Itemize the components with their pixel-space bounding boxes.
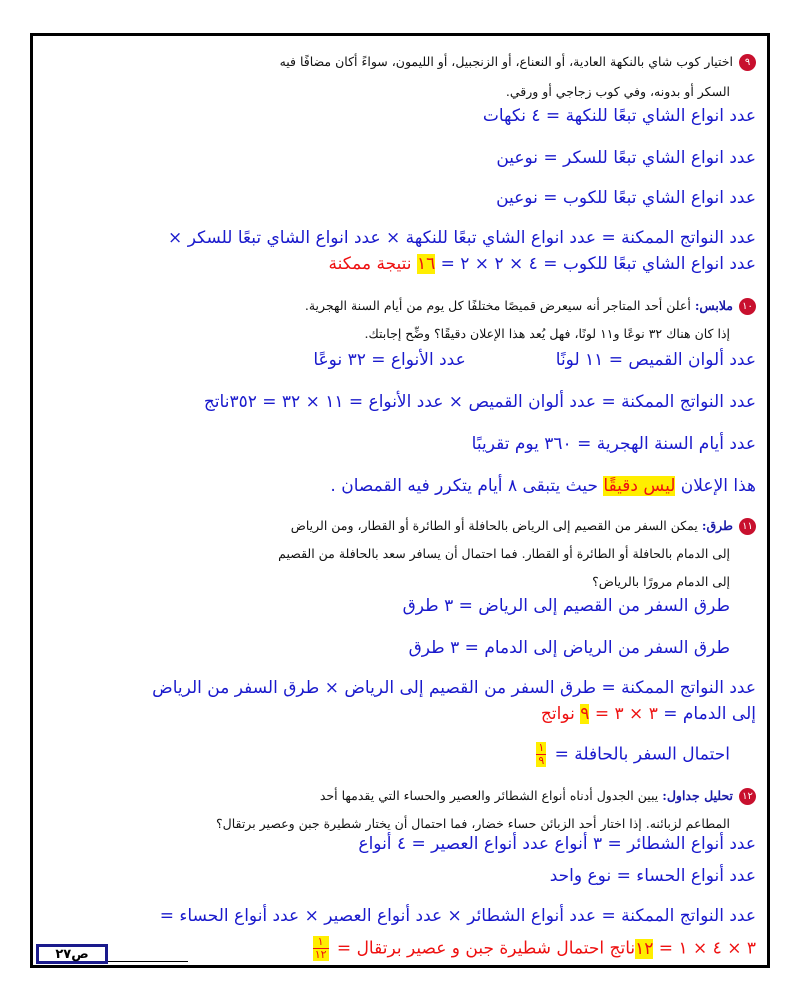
q9-result-highlight: ١٦ bbox=[416, 254, 436, 274]
q10-answer-1-right: عدد ألوان القميص = ١١ لونًا bbox=[555, 350, 756, 370]
q9-text-line-1 bbox=[44, 54, 756, 71]
q11-probability-fraction bbox=[536, 742, 546, 767]
q11-result-highlight: ٩ bbox=[580, 704, 590, 724]
page-number-underline bbox=[108, 961, 188, 962]
q10-number-badge: ١٠ bbox=[739, 298, 756, 315]
q10-answer-3: عدد أيام السنة الهجرية = ٣٦٠ يوم تقريبًا bbox=[471, 434, 756, 454]
worksheet-page bbox=[44, 44, 756, 964]
q10-answer-4 bbox=[44, 476, 756, 496]
q12-probability-fraction bbox=[313, 936, 329, 961]
q10-answer-2: عدد النواتج الممكنة = عدد ألوان القميص × عدد الأنواع = ١١ × ٣٢ = ٣٥٢ناتج bbox=[203, 392, 756, 412]
q11-fraction-denominator: ٩ bbox=[538, 754, 545, 767]
q12-answer-4-calc: ٣ × ٤ × ١ = bbox=[653, 938, 756, 959]
q11-text-line-1 bbox=[44, 518, 756, 535]
q12-probability-text: احتمال شطيرة جبن و عصير برتقال = bbox=[331, 938, 610, 959]
q9-answer-3: عدد انواع الشاي تبعًا للكوب = نوعين bbox=[496, 188, 756, 208]
q9-answer-5-post: نتيجة ممكنة bbox=[328, 254, 417, 274]
q10-answer-4-post: حيث يتبقى ٨ أيام يتكرر فيه القمصان . bbox=[330, 476, 604, 496]
q9-answer-2: عدد انواع الشاي تبعًا للسكر = نوعين bbox=[496, 148, 756, 168]
q9-text1: اختيار كوب شاي بالنكهة العادية، أو النعناع، أو الزنجبيل، أو الليمون، سواءً أكان مضافًا فيه bbox=[279, 54, 733, 69]
q10-answer-1-left: عدد الأنواع = ٣٢ نوعًا bbox=[313, 350, 466, 370]
q12-number-badge: ١٢ bbox=[739, 788, 756, 805]
q11-answer-2: طرق السفر من الرياض إلى الدمام = ٣ طرق bbox=[408, 638, 730, 658]
q10-result-highlight: ليس دقيقًا bbox=[603, 476, 676, 496]
q11-fraction-numerator: ١ bbox=[538, 741, 545, 754]
q10-answer-1 bbox=[44, 350, 756, 370]
q12-fraction-denominator: ١٢ bbox=[314, 948, 327, 961]
q11-answer-4-pre: إلى الدمام = bbox=[657, 704, 756, 724]
q11-answer-1: طرق السفر من القصيم إلى الرياض = ٣ طرق bbox=[402, 596, 730, 616]
q12-answer-1: عدد أنواع الشطائر = ٣ أنواع عدد أنواع العصير = ٤ أنواع bbox=[358, 834, 756, 854]
q11-topic: طرق: bbox=[701, 518, 733, 533]
q12-answer-4-post: ناتج bbox=[609, 938, 636, 959]
q12-answer-2: عدد أنواع الحساء = نوع واحد bbox=[549, 866, 756, 886]
q9-number-badge: ٩ bbox=[739, 54, 756, 71]
q10-text-line-1 bbox=[44, 298, 756, 315]
q9-answer-1: عدد انواع الشاي تبعًا للنكهة = ٤ نكهات bbox=[482, 106, 756, 126]
q9-answer-4: عدد النواتج الممكنة = عدد انواع الشاي تبعًا للنكهة × عدد انواع الشاي تبعًا للسكر × bbox=[168, 228, 756, 248]
q11-answer-5 bbox=[44, 742, 730, 767]
q11-answer-4-calc: ٣ × ٣ = bbox=[589, 704, 658, 724]
q10-text-line-2: إذا كان هناك ٣٢ نوعًا و١١ لونًا، فهل يُعد هذا الإعلان دقيقًا؟ وضِّح إجابتك. bbox=[364, 326, 730, 341]
q11-number-badge: ١١ bbox=[739, 518, 756, 535]
q10-text1: أعلن أحد المتاجر أنه سيعرض قميصًا مختلفًا كل يوم من أيام السنة الهجرية. bbox=[304, 298, 695, 313]
q12-result-highlight: ١٢ bbox=[635, 938, 654, 959]
q9-answer-5 bbox=[44, 254, 756, 274]
q12-text-line-1 bbox=[44, 788, 756, 805]
q11-text1: يمكن السفر من القصيم إلى الرياض بالحافلة أو الطائرة أو القطار، ومن الرياض bbox=[290, 518, 702, 533]
q12-topic: تحليل جداول: bbox=[662, 788, 733, 803]
q11-answer-5-text: احتمال السفر بالحافلة = bbox=[549, 744, 730, 765]
q9-answer-5-pre: عدد انواع الشاي تبعًا للكوب = ٤ × ٢ × ٢ = bbox=[435, 254, 756, 274]
q12-text-line-2: المطاعم لزبائنه. إذا اختار أحد الزبائن حساء خضار، فما احتمال أن يختار شطيرة جبن وعصير برتقال؟ bbox=[215, 816, 730, 831]
q9-text-line-2: السكر أو بدونه، وفي كوب زجاجي أو ورقي. bbox=[505, 84, 730, 99]
q12-answer-3: عدد النواتج الممكنة = عدد أنواع الشطائر × عدد أنواع العصير × عدد أنواع الحساء = bbox=[159, 906, 756, 926]
q11-text-line-2: إلى الدمام بالحافلة أو الطائرة أو القطار. فما احتمال أن يسافر سعد بالحافلة من القصيم bbox=[278, 546, 730, 561]
page-number-box: ص٢٧ bbox=[36, 944, 108, 964]
q12-answer-4 bbox=[44, 936, 756, 961]
q11-answer-3: عدد النواتج الممكنة = طرق السفر من القصيم إلى الرياض × طرق السفر من الرياض bbox=[152, 678, 756, 698]
q11-answer-4-post: نواتج bbox=[540, 704, 581, 724]
q11-answer-4 bbox=[44, 704, 756, 724]
q11-text-line-3: إلى الدمام مرورًا بالرياض؟ bbox=[592, 574, 730, 589]
q12-text1: يبين الجدول أدناه أنواع الشطائر والعصير والحساء التي يقدمها أحد bbox=[319, 788, 663, 803]
q10-topic: ملابس: bbox=[694, 298, 733, 313]
q12-fraction-numerator: ١ bbox=[313, 936, 329, 949]
q10-answer-4-pre: هذا الإعلان bbox=[675, 476, 756, 496]
